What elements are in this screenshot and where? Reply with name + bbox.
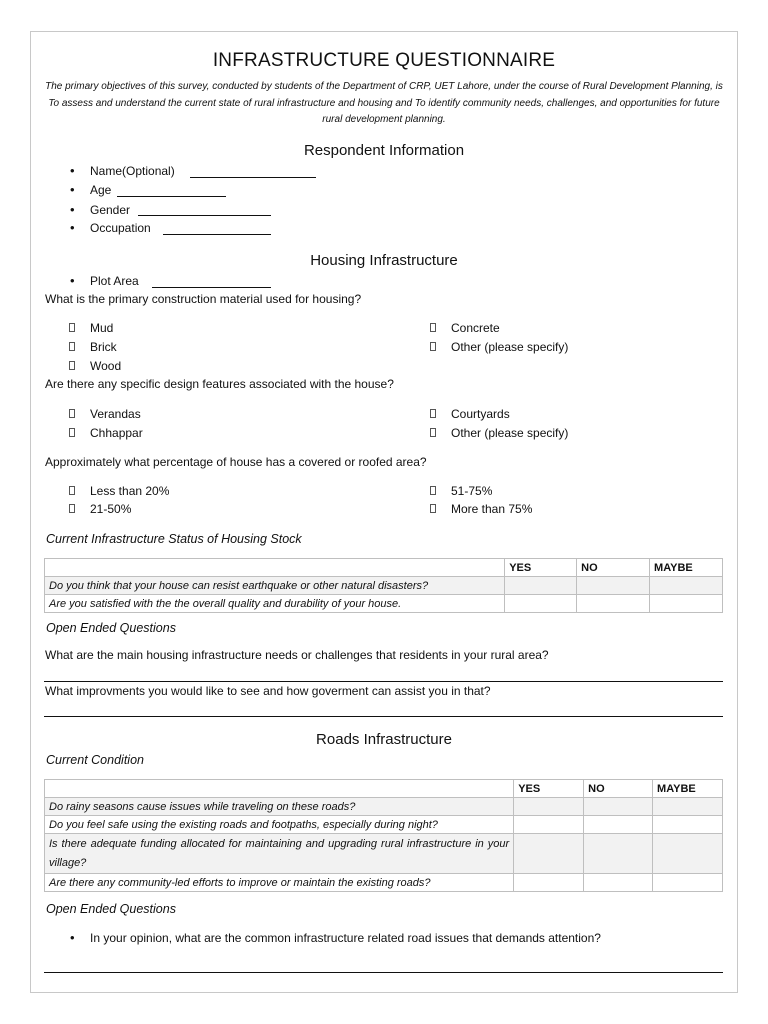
checkbox-icon[interactable] (69, 323, 75, 332)
header-blank-cell (45, 780, 514, 798)
housing-open-q2: What improvments you would like to see and how goverment can assist you in that? (45, 684, 491, 698)
checkbox-icon[interactable] (69, 409, 75, 418)
question-cell: Do you think that your house can resist earthquake or other natural disasters? (45, 577, 505, 595)
table-header-row (45, 559, 723, 577)
answer-yes-cell[interactable] (514, 874, 584, 892)
table-row (45, 595, 723, 613)
question-cell: Do you feel safe using the existing roads and footpaths, especially during night? (45, 816, 514, 834)
checkbox-icon[interactable] (69, 504, 75, 513)
table-row (45, 816, 723, 834)
answer-maybe-cell[interactable] (650, 577, 723, 595)
checkbox-icon[interactable] (430, 342, 436, 351)
checkbox-icon[interactable] (69, 486, 75, 495)
header-yes: YES (505, 559, 577, 577)
table-row (45, 577, 723, 595)
header-maybe: MAYBE (653, 780, 723, 798)
option-21-50[interactable]: 21-50% (90, 502, 131, 516)
page-title: INFRASTRUCTURE QUESTIONNAIRE (212, 50, 556, 71)
option-concrete[interactable]: Concrete (451, 321, 500, 335)
answer-no-cell[interactable] (584, 834, 653, 874)
question-cell: Are there any community-led efforts to improve or maintain the existing roads? (45, 874, 514, 892)
checkbox-icon[interactable] (69, 428, 75, 437)
checkbox-icon[interactable] (69, 342, 75, 351)
option-51-75[interactable]: 51-75% (451, 484, 492, 498)
answer-no-cell[interactable] (577, 595, 650, 613)
roads-heading: Roads Infrastructure (316, 731, 452, 748)
checkbox-icon[interactable] (430, 323, 436, 332)
option-mud[interactable]: Mud (90, 321, 113, 335)
option-design-other[interactable]: Other (please specify) (451, 426, 568, 440)
question-cell: Is there adequate funding allocated for maintaining and upgrading rural infrastructure in your village? (45, 834, 514, 874)
option-courtyards[interactable]: Courtyards (451, 407, 510, 421)
question-cell: Do rainy seasons cause issues while traveling on these roads? (45, 798, 514, 816)
age-field[interactable] (117, 196, 226, 197)
housing-open-answer-2[interactable] (44, 716, 723, 717)
checkbox-icon[interactable] (430, 428, 436, 437)
answer-maybe-cell[interactable] (653, 834, 723, 874)
respondent-heading: Respondent Information (303, 142, 465, 159)
name-field[interactable] (190, 177, 316, 178)
intro-paragraph: The primary objectives of this survey, conducted by students of the Department of CRP, UET Lahore, under the course of Rural Development Planning, is To assess and understand the current state of rural infrastructure and housing and To identify community needs, challenges, and opportunities for future rural development planning. (45, 81, 723, 125)
header-yes: YES (514, 780, 584, 798)
answer-no-cell[interactable] (584, 816, 653, 834)
question-cell: Are you satisfied with the the overall quality and durability of your house. (45, 595, 505, 613)
table-header-row (45, 780, 723, 798)
option-less-20[interactable]: Less than 20% (90, 484, 169, 498)
roads-open-q1: • In your opinion, what are the common infrastructure related road issues that demands attention? (90, 931, 601, 945)
roads-condition-heading: Current Condition (46, 753, 144, 767)
answer-yes-cell[interactable] (505, 577, 577, 595)
answer-maybe-cell[interactable] (650, 595, 723, 613)
housing-open-answer-1[interactable] (44, 681, 723, 682)
table-row (45, 798, 723, 816)
answer-no-cell[interactable] (584, 874, 653, 892)
answer-yes-cell[interactable] (514, 816, 584, 834)
housing-status-heading: Current Infrastructure Status of Housing Stock (46, 532, 302, 546)
q-construction-material: What is the primary construction material used for housing? (45, 292, 362, 306)
housing-status-table (44, 558, 723, 613)
answer-yes-cell[interactable] (514, 834, 584, 874)
gender-label: • Gender (90, 203, 130, 217)
roads-condition-table (44, 779, 723, 892)
roads-open-answer-1[interactable] (44, 972, 723, 973)
answer-yes-cell[interactable] (514, 798, 584, 816)
plot-area-field[interactable] (152, 287, 271, 288)
plot-area-label: • Plot Area (90, 274, 139, 288)
answer-maybe-cell[interactable] (653, 816, 723, 834)
table-row (45, 874, 723, 892)
roads-open-heading: Open Ended Questions (46, 902, 176, 916)
age-label: • Age (90, 183, 111, 197)
answer-maybe-cell[interactable] (653, 874, 723, 892)
answer-no-cell[interactable] (577, 577, 650, 595)
checkbox-icon[interactable] (69, 361, 75, 370)
option-chhappar[interactable]: Chhappar (90, 426, 143, 440)
housing-heading: Housing Infrastructure (310, 252, 458, 269)
header-no: NO (584, 780, 653, 798)
option-material-other[interactable]: Other (please specify) (451, 340, 568, 354)
occupation-label: • Occupation (90, 221, 151, 235)
occupation-field[interactable] (163, 234, 271, 235)
housing-open-q1: What are the main housing infrastructure needs or challenges that residents in your rural area? (45, 648, 549, 662)
q-covered-area: Approximately what percentage of house has a covered or roofed area? (45, 455, 427, 469)
q-design-features: Are there any specific design features associated with the house? (45, 377, 394, 391)
answer-yes-cell[interactable] (505, 595, 577, 613)
table-row (45, 834, 723, 874)
option-verandas[interactable]: Verandas (90, 407, 141, 421)
option-more-75[interactable]: More than 75% (451, 502, 532, 516)
header-blank-cell (45, 559, 505, 577)
answer-maybe-cell[interactable] (653, 798, 723, 816)
name-label: • Name(Optional) (90, 164, 175, 178)
option-wood[interactable]: Wood (90, 359, 121, 373)
header-no: NO (577, 559, 650, 577)
housing-open-heading: Open Ended Questions (46, 621, 176, 635)
header-maybe: MAYBE (650, 559, 723, 577)
checkbox-icon[interactable] (430, 486, 436, 495)
answer-no-cell[interactable] (584, 798, 653, 816)
checkbox-icon[interactable] (430, 504, 436, 513)
option-brick[interactable]: Brick (90, 340, 117, 354)
checkbox-icon[interactable] (430, 409, 436, 418)
gender-field[interactable] (138, 215, 271, 216)
